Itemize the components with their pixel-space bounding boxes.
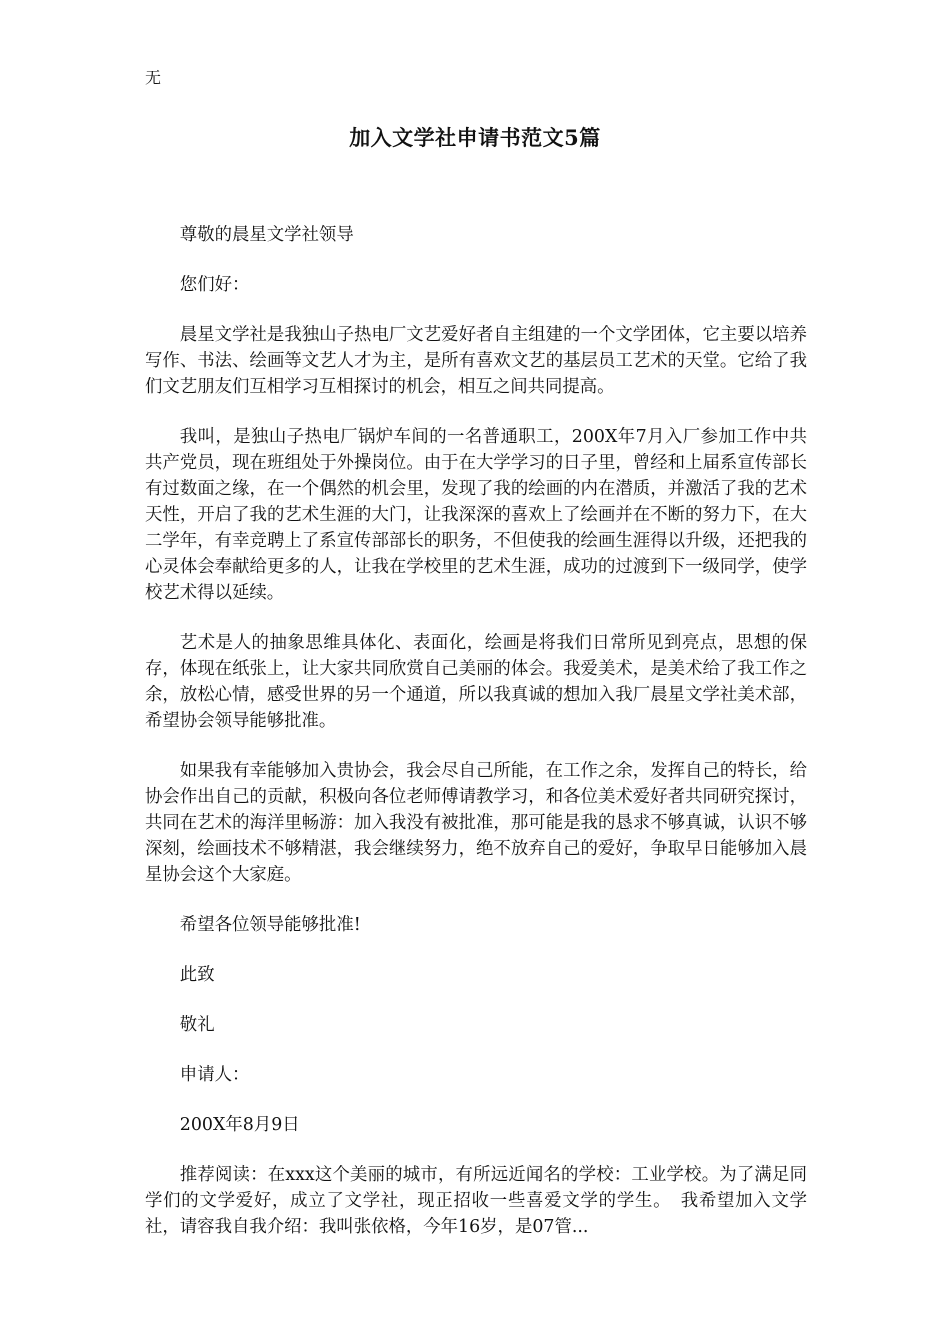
header-note: 无 xyxy=(145,68,162,87)
body-paragraph: 晨星文学社是我独山子热电厂文艺爱好者自主组建的一个文学团体，它主要以培养写作、书法、绘画等文艺人才为主，是所有喜欢文艺的基层员工艺术的天堂。它给了我们文艺朋友们互相学习互相探讨的机会，相互之间共同提高。 xyxy=(145,325,807,397)
date-line: 200X年8月9日 xyxy=(179,1115,300,1135)
applicant-label: 申请人： xyxy=(179,1065,250,1085)
body-paragraph: 如果我有幸能够加入贵协会，我会尽自己所能，在工作之余，发挥自己的特长，给协会作出自己的贡献，积极向各位老师傅请教学习，和各位美术爱好者共同研究探讨，共同在艺术的海洋里畅游：加入我没有被批准，那可能是我的恳求不够真诚，认识不够深刻，绘画技术不够精湛，我会继续努力，绝不放弃自己的爱好，争取早日能够加入晨星协会这个大家庭。 xyxy=(145,761,807,885)
salutation: 尊敬的晨星文学社领导 xyxy=(179,225,354,245)
closing-phrase: 此致 xyxy=(179,965,215,985)
document-body xyxy=(145,222,807,1264)
recommended-reading[interactable]: 推荐阅读：在xxx这个美丽的城市，有所远近闻名的学校：工业学校。为了满足同学们的文学爱好，成立了文学社，现正招收一些喜爱文学的学生。 我希望加入文学社，请容我自我介绍：我叫张依格，今年16岁，是07管... xyxy=(145,1165,807,1237)
body-paragraph: 艺术是人的抽象思维具体化、表面化，绘画是将我们日常所见到亮点，思想的保存，体现在纸张上，让大家共同欣赏自己美丽的体会。我爱美术，是美术给了我工作之余，放松心情，感受世界的另一个通道，所以我真诚的想加入我厂晨星文学社美术部，希望协会领导能够批准。 xyxy=(145,633,807,731)
document-title: 加入文学社申请书范文5篇 xyxy=(349,125,601,150)
closing-salute: 敬礼 xyxy=(179,1015,215,1035)
closing-request: 希望各位领导能够批准! xyxy=(179,915,361,935)
body-paragraph: 我叫，是独山子热电厂锅炉车间的一名普通职工，200X年7月入厂参加工作中共共产党员，现在班组处于外操岗位。由于在大学学习的日子里，曾经和上届系宣传部长有过数面之缘，在一个偶然的机会里，发现了我的绘画的内在潜质，并激活了我的艺术天性，开启了我的艺术生涯的大门，让我深深的喜欢上了绘画并在不断的努力下，在大二学年，有幸竞聘上了系宣传部部长的职务，不但使我的绘画生涯得以升级，还把我的心灵体会奉献给更多的人，让我在学校里的艺术生涯，成功的过渡到下一级同学，使学校艺术得以延续。 xyxy=(145,427,807,603)
greeting: 您们好： xyxy=(179,275,250,295)
